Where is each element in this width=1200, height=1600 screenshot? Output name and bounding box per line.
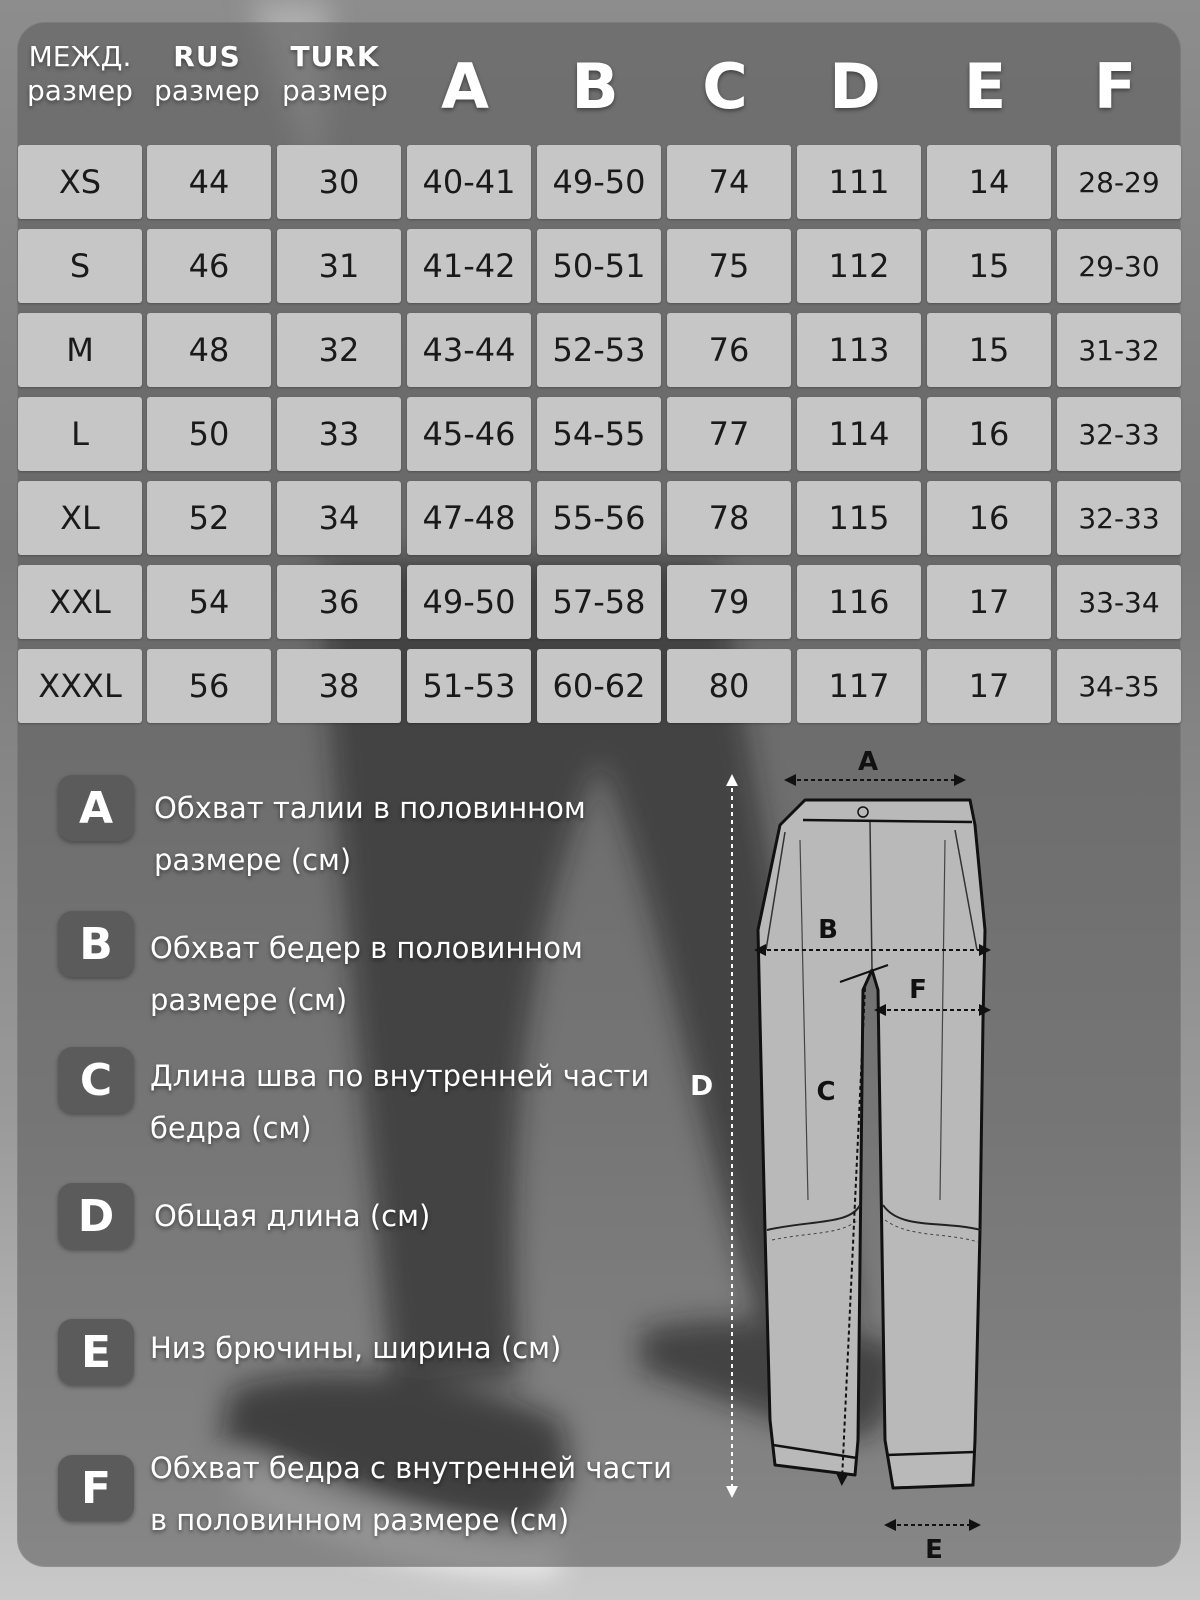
table-cell: 30 — [277, 145, 401, 219]
table-cell: S — [18, 229, 142, 303]
table-cell: 45-46 — [407, 397, 531, 471]
table-cell: 115 — [797, 481, 921, 555]
table-cell: 60-62 — [537, 649, 661, 723]
header-rus-sub: размер — [154, 74, 260, 107]
legend-badge-b: B — [58, 911, 134, 977]
table-cell: 31 — [277, 229, 401, 303]
table-cell: 32 — [277, 313, 401, 387]
table-cell: 33-34 — [1057, 565, 1181, 639]
header-f: F — [1093, 50, 1137, 123]
trousers-technical-drawing-icon — [690, 720, 1040, 1565]
table-cell: 56 — [147, 649, 271, 723]
legend-badge-c: C — [58, 1047, 134, 1113]
table-cell: 116 — [797, 565, 921, 639]
legend-line: размере (см) — [150, 983, 348, 1017]
table-cell: 31-32 — [1057, 313, 1181, 387]
table-cell: 29-30 — [1057, 229, 1181, 303]
table-cell: XXL — [18, 565, 142, 639]
table-cell: XS — [18, 145, 142, 219]
table-cell: 50 — [147, 397, 271, 471]
header-turk-size — [273, 40, 397, 108]
table-cell: 32-33 — [1057, 397, 1181, 471]
header-a: A — [441, 50, 489, 123]
table-cell: M — [18, 313, 142, 387]
diagram-label-e: E — [925, 1535, 943, 1565]
header-turk-label: TURK — [290, 40, 380, 73]
table-cell: 17 — [927, 565, 1051, 639]
legend-line: Общая длина (см) — [154, 1199, 431, 1233]
table-cell: 32-33 — [1057, 481, 1181, 555]
legend-line: Длина шва по внутренней части — [150, 1059, 650, 1093]
table-cell: 113 — [797, 313, 921, 387]
header-intl-size — [18, 40, 142, 108]
table-cell: XL — [18, 481, 142, 555]
header-rus-size — [145, 40, 269, 108]
table-cell: 54-55 — [537, 397, 661, 471]
diagram-label-a: A — [857, 747, 879, 777]
table-cell: 40-41 — [407, 145, 531, 219]
legend-text-c — [150, 1050, 690, 1154]
table-cell: 28-29 — [1057, 145, 1181, 219]
table-cell: 16 — [927, 481, 1051, 555]
header-e: E — [963, 50, 1007, 123]
table-cell: 14 — [927, 145, 1051, 219]
table-cell: 51-53 — [407, 649, 531, 723]
table-cell: 43-44 — [407, 313, 531, 387]
legend-badge-f: F — [58, 1455, 134, 1521]
diagram-label-c: C — [816, 1077, 836, 1107]
table-cell: 74 — [667, 145, 791, 219]
table-cell: 36 — [277, 565, 401, 639]
table-cell: 46 — [147, 229, 271, 303]
header-turk-sub: размер — [282, 74, 388, 107]
legend-text-f — [150, 1442, 690, 1546]
table-cell: 47-48 — [407, 481, 531, 555]
legend-line: Обхват бедра с внутренней части — [150, 1451, 672, 1485]
legend-badge-d: D — [58, 1183, 134, 1249]
table-cell: 49-50 — [407, 565, 531, 639]
table-cell: 77 — [667, 397, 791, 471]
table-cell: 48 — [147, 313, 271, 387]
table-cell: 114 — [797, 397, 921, 471]
table-cell: 17 — [927, 649, 1051, 723]
legend-line: бедра (см) — [150, 1111, 312, 1145]
legend-badge-a: A — [58, 775, 134, 841]
legend-text-a — [154, 782, 694, 886]
table-cell: 34-35 — [1057, 649, 1181, 723]
table-cell: 54 — [147, 565, 271, 639]
table-cell: 117 — [797, 649, 921, 723]
table-cell: 75 — [667, 229, 791, 303]
header-b: B — [571, 50, 619, 123]
table-cell: 16 — [927, 397, 1051, 471]
table-cell: 49-50 — [537, 145, 661, 219]
table-cell: 111 — [797, 145, 921, 219]
table-cell: 50-51 — [537, 229, 661, 303]
legend-text-d — [154, 1190, 694, 1242]
table-cell: 33 — [277, 397, 401, 471]
header-d: D — [829, 50, 881, 123]
table-cell: 78 — [667, 481, 791, 555]
legend-badge-e: E — [58, 1319, 134, 1385]
header-c: C — [702, 50, 748, 123]
table-cell: 55-56 — [537, 481, 661, 555]
table-cell: 15 — [927, 313, 1051, 387]
table-cell: 44 — [147, 145, 271, 219]
legend-text-b — [150, 922, 690, 1026]
table-cell: 76 — [667, 313, 791, 387]
table-cell: 79 — [667, 565, 791, 639]
table-cell: 112 — [797, 229, 921, 303]
table-cell: 34 — [277, 481, 401, 555]
table-cell: 38 — [277, 649, 401, 723]
table-cell: 57-58 — [537, 565, 661, 639]
table-cell: XXXL — [18, 649, 142, 723]
legend-line: Обхват талии в половинном — [154, 791, 586, 825]
header-intl-label: МЕЖД. — [28, 40, 132, 73]
table-cell: 52 — [147, 481, 271, 555]
legend-line: Обхват бедер в половинном — [150, 931, 583, 965]
table-cell: L — [18, 397, 142, 471]
legend-line: Низ брючины, ширина (см) — [150, 1331, 562, 1365]
legend-line: в половинном размере (см) — [150, 1503, 570, 1537]
table-cell: 41-42 — [407, 229, 531, 303]
diagram-label-d: D — [690, 1069, 714, 1102]
legend-line: размере (см) — [154, 843, 352, 877]
table-cell: 52-53 — [537, 313, 661, 387]
legend-text-e — [150, 1322, 690, 1374]
diagram-label-f: F — [909, 975, 927, 1005]
table-cell: 80 — [667, 649, 791, 723]
header-intl-sub: размер — [27, 74, 133, 107]
header-rus-label: RUS — [173, 40, 241, 73]
diagram-label-b: B — [818, 915, 838, 945]
table-cell: 15 — [927, 229, 1051, 303]
